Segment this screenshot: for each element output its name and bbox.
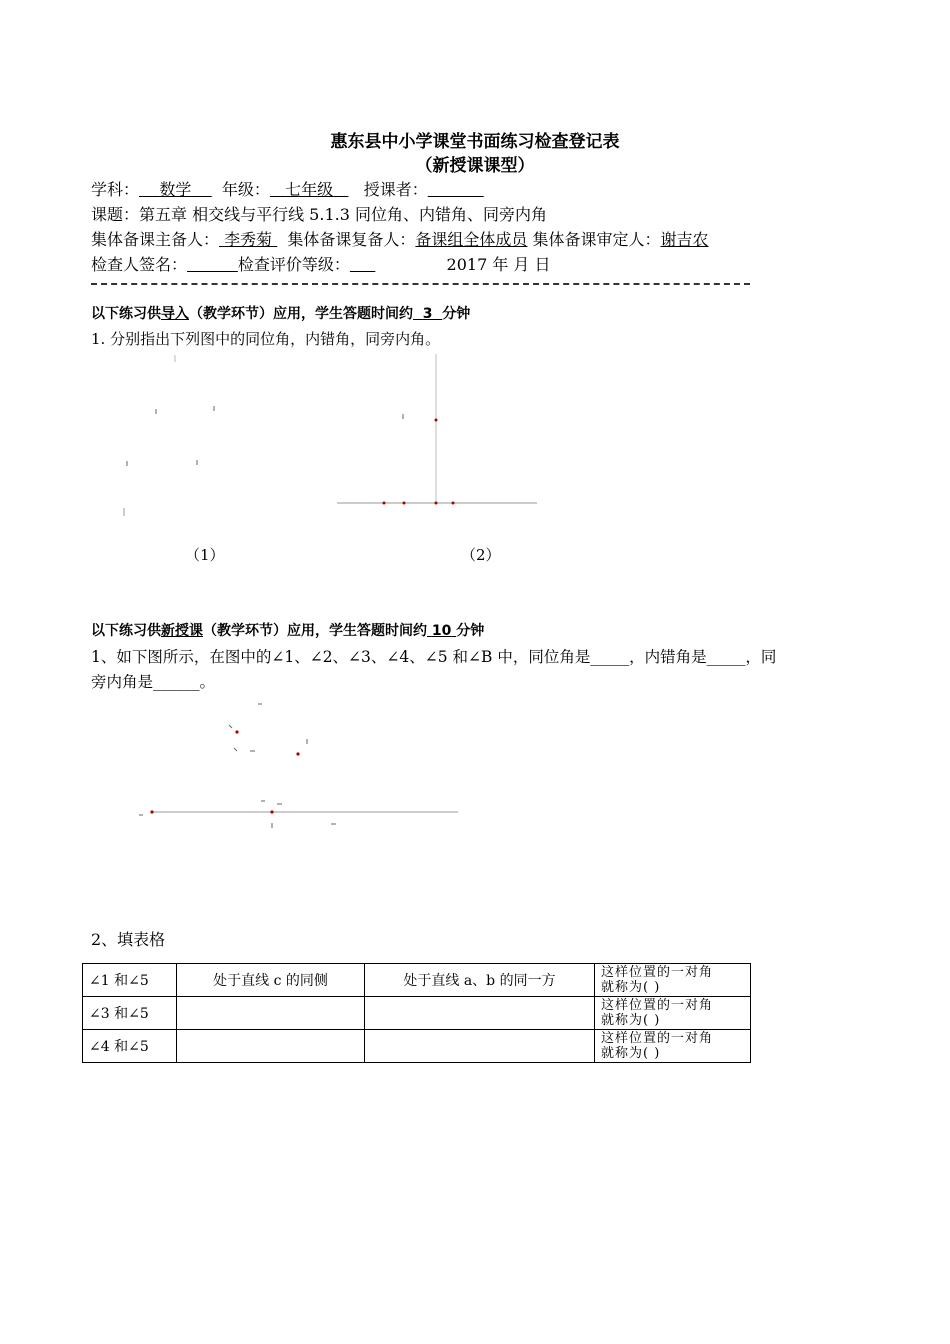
figure-2-point-1 <box>383 502 386 505</box>
side-cell: 处于直线 c 的同侧 <box>177 964 365 997</box>
fill-table <box>82 963 751 1063</box>
planner-label: 集体备课主备人： <box>91 230 220 249</box>
figure-3-point-left <box>150 810 153 813</box>
pair-cell: ∠1 和∠5 <box>83 964 177 997</box>
checker-blank <box>187 255 238 274</box>
figure-2-point-4 <box>452 502 455 505</box>
meta-row-1 <box>91 177 484 200</box>
side-cell[interactable] <box>177 997 365 1030</box>
section2-minutes: 10 <box>431 623 452 639</box>
figure-3-mark-3 <box>234 748 237 751</box>
between-cell[interactable] <box>365 997 595 1030</box>
figure-3-point-mid <box>270 810 273 813</box>
table-row <box>83 997 751 1030</box>
checker-label: 检查人签名： <box>91 255 188 274</box>
figure-2-point-2 <box>403 502 406 505</box>
teacher-label: 授课者： <box>363 180 428 199</box>
section1-question: 1. 分别指出下列图中的同位角，内错角，同旁内角。 <box>91 330 441 348</box>
figure-3-point-right <box>296 752 299 755</box>
approver-label: 集体备课审定人： <box>532 230 661 249</box>
subject-label: 学科： <box>91 180 140 199</box>
figure-2-point-3 <box>435 502 438 505</box>
section1-link: 导入 <box>161 306 189 322</box>
teacher-value <box>428 180 484 199</box>
figure-2-point-5 <box>435 419 438 422</box>
table-row <box>83 964 751 997</box>
approver-value: 谢吉农 <box>660 230 709 249</box>
table-row <box>83 1030 751 1063</box>
figure-2-caption: （2） <box>461 546 501 564</box>
meta-row-3 <box>91 227 709 250</box>
section1-minutes: 3 <box>422 306 433 322</box>
between-cell[interactable] <box>365 1030 595 1063</box>
grade-value: 七年级 <box>285 180 334 199</box>
rating-label: 检查评价等级： <box>237 255 350 274</box>
figure-3 <box>135 695 465 835</box>
section2-link: 新授课 <box>161 623 203 639</box>
reviewer-label: 集体备课复备人： <box>287 230 416 249</box>
section2-question-line2: 旁内角是______。 <box>91 673 216 691</box>
figure-1-caption: （1） <box>185 546 225 564</box>
figure-3-point-top <box>235 730 238 733</box>
name-cell: 这样位置的一对角 就称为( ) <box>595 964 751 997</box>
between-cell: 处于直线 a、b 的同一方 <box>365 964 595 997</box>
reviewer-value: 备课组全体成员 <box>415 230 528 249</box>
side-cell[interactable] <box>177 1030 365 1063</box>
page-title: 惠东县中小学课堂书面练习检查登记表 <box>330 132 620 152</box>
subject-value: 数学 <box>159 180 192 199</box>
section2-question-2: 2、填表格 <box>91 930 166 949</box>
meta-row-4 <box>91 252 551 275</box>
planner-value: 李秀菊 <box>224 230 273 249</box>
date-text: 2017 年 月 日 <box>446 255 551 274</box>
section2-heading: 以下练习供新授课（教学环节）应用，学生答题时间约 10 分钟 <box>91 623 485 639</box>
topic-line: 课题：第五章 相交线与平行线 5.1.3 同位角、内错角、同旁内角 <box>91 205 547 224</box>
page-subtitle: （新授课课型） <box>415 156 535 176</box>
name-cell: 这样位置的一对角 就称为( ) <box>595 997 751 1030</box>
figure-2 <box>330 352 545 517</box>
figure-3-mark-2 <box>229 725 232 728</box>
section1-heading: 以下练习供导入（教学环节）应用，学生答题时间约 3 分钟 <box>91 306 471 322</box>
name-cell: 这样位置的一对角 就称为( ) <box>595 1030 751 1063</box>
pair-cell: ∠4 和∠5 <box>83 1030 177 1063</box>
grade-label: 年级： <box>221 180 270 199</box>
dashed-divider <box>91 283 750 289</box>
pair-cell: ∠3 和∠5 <box>83 997 177 1030</box>
section2-question-line1: 1、如下图所示，在图中的∠1、∠2、∠3、∠4、∠5 和∠B 中，同位角是_____，内错角是_____，同 <box>91 648 777 666</box>
figure-1 <box>110 350 230 530</box>
rating-blank <box>350 255 375 274</box>
